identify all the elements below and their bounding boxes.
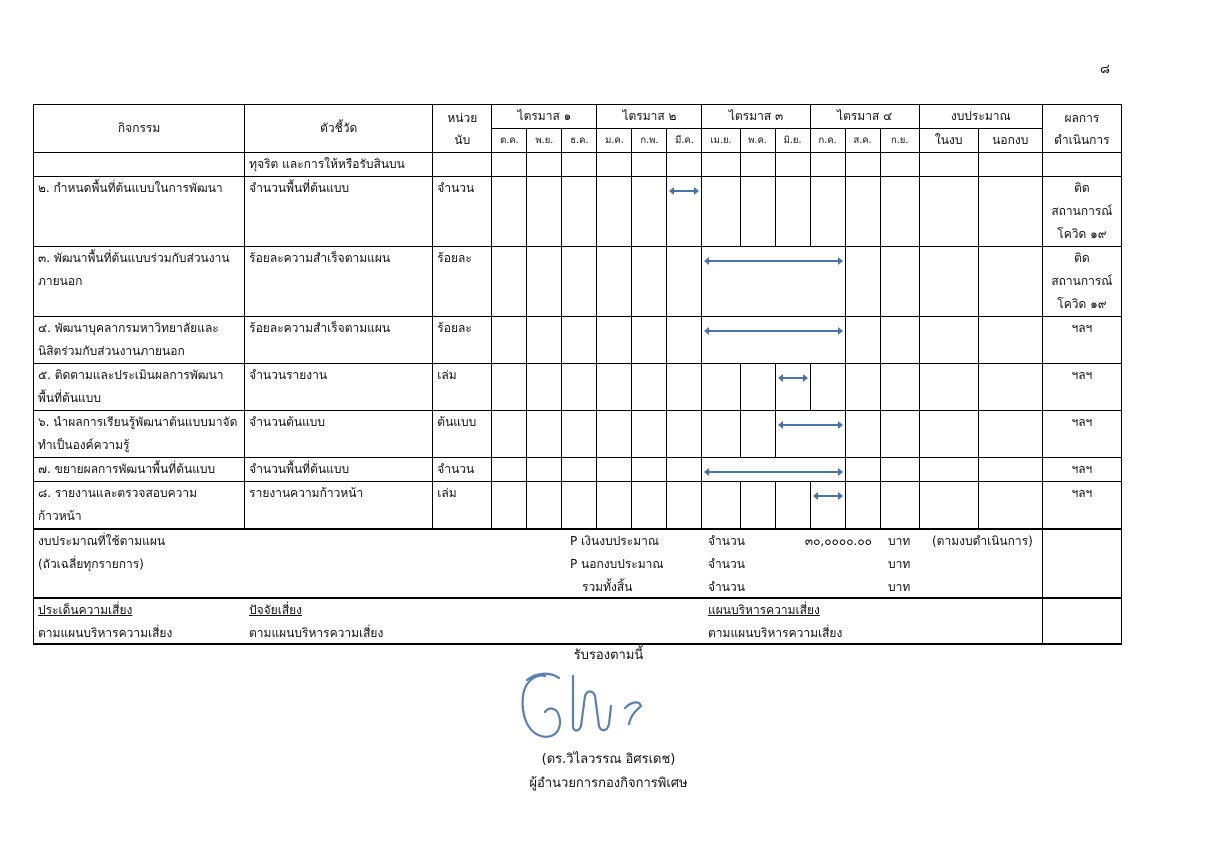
- budget-label-line2: (ถัวเฉลี่ยทุกรายการ): [38, 557, 144, 571]
- result-cell: ฯลฯ: [1042, 458, 1121, 482]
- month-cell: [845, 364, 880, 411]
- header-unit-line1: หน่วย: [447, 110, 478, 125]
- activity-cell: ๓. พัฒนาพื้นที่ต้นแบบร่วมกับส่วนงานภายนอก: [34, 247, 245, 317]
- result-cell: ฯลฯ: [1042, 482, 1121, 530]
- budget-word-3: จำนวน: [708, 580, 745, 594]
- budget-cell: [34, 529, 1043, 598]
- indicator-cell: จำนวนพื้นที่ต้นแบบ: [245, 177, 433, 247]
- budget-row: [34, 529, 1122, 598]
- budget-word-2: จำนวน: [708, 557, 745, 571]
- activity-cell: ๔. พัฒนาบุคลากรมหาวิทยาลัยและนิสิตร่วมกับส่วนงานภายนอก: [34, 317, 245, 364]
- month-cell: [702, 482, 740, 530]
- unit-cell: จำนวน: [433, 177, 492, 247]
- in-budget-cell: [919, 458, 978, 482]
- header-activity: กิจกรรม: [34, 105, 245, 153]
- month-cell: [880, 247, 919, 317]
- out-budget-cell: [978, 317, 1042, 364]
- budget-amount: ๓๐,๐๐๐๐.๐๐: [804, 534, 872, 548]
- month-cell: [492, 411, 527, 458]
- month-cell: [775, 177, 810, 247]
- month-cell: [702, 364, 740, 411]
- month-cell: [562, 317, 597, 364]
- table-row: [34, 411, 1122, 458]
- month-cell: [562, 364, 597, 411]
- header-month: พ.ย.: [527, 129, 562, 153]
- month-cell: [667, 247, 702, 317]
- page-number: ๘: [1100, 62, 1111, 77]
- timeline-arrow: [813, 490, 843, 502]
- header-month: ส.ค.: [845, 129, 880, 153]
- month-cell: [527, 364, 562, 411]
- month-cell: [880, 317, 919, 364]
- unit-cell: ร้อยละ: [433, 247, 492, 317]
- budget-source-2: P นอกงบประมาณ: [570, 557, 664, 571]
- empty-cell: [1042, 529, 1121, 598]
- risk-cell: [34, 598, 1043, 644]
- month-cell: [667, 317, 702, 364]
- month-cell: [492, 247, 527, 317]
- month-cell: [597, 177, 632, 247]
- header-quarter-4: ไตรมาส ๔: [810, 105, 919, 129]
- in-budget-cell: [919, 177, 978, 247]
- risk-factor-title: ปัจจัยเสี่ยง: [249, 603, 303, 617]
- indicator-cell: จำนวนพื้นที่ต้นแบบ: [245, 458, 433, 482]
- risk-factor-text: ตามแผนบริหารความเสี่ยง: [249, 626, 384, 640]
- month-cell: [810, 177, 845, 247]
- certify-text: รับรองตามนี้: [573, 648, 644, 663]
- table-row: [34, 458, 1122, 482]
- timeline-arrow: [704, 466, 842, 478]
- activity-cell: ๒. กำหนดพื้นที่ต้นแบบในการพัฒนา: [34, 177, 245, 247]
- result-cell: ติด สถานการณ์ โควิด ๑๙: [1042, 177, 1121, 247]
- header-month: ธ.ค.: [562, 129, 597, 153]
- budget-source-1: P เงินงบประมาณ: [570, 534, 659, 548]
- month-cell: [667, 177, 702, 247]
- month-cell: [810, 364, 845, 411]
- table-row: [34, 317, 1122, 364]
- signature: [515, 666, 655, 746]
- header-budget: งบประมาณ: [919, 105, 1042, 129]
- month-cell: [880, 482, 919, 530]
- month-cell: [702, 247, 845, 317]
- month-cell: [597, 247, 632, 317]
- in-budget-cell: [919, 364, 978, 411]
- month-cell: [562, 482, 597, 530]
- risk-issue-title: ประเด็นความเสี่ยง: [38, 603, 133, 617]
- month-cell: [845, 317, 880, 364]
- budget-note: (ตามงบดำเนินการ): [932, 534, 1033, 548]
- month-cell: [702, 411, 740, 458]
- budget-source-3: รวมทั้งสิ้น: [582, 580, 633, 594]
- result-cell: ฯลฯ: [1042, 317, 1121, 364]
- header-indicator: ตัวชี้วัด: [245, 105, 433, 153]
- budget-label-line1: งบประมาณที่ใช้ตามแผน: [38, 534, 166, 548]
- month-cell: [880, 411, 919, 458]
- header-month: พ.ค.: [740, 129, 775, 153]
- table-row: [34, 247, 1122, 317]
- header-quarter-3: ไตรมาส ๓: [702, 105, 810, 129]
- activity-cell: ๗. ขยายผลการพัฒนาพื้นที่ต้นแบบ: [34, 458, 245, 482]
- month-cell: [632, 317, 667, 364]
- month-cell: [775, 411, 845, 458]
- header-result-line2: ดำเนินการ: [1054, 132, 1110, 147]
- header-month: มี.ค.: [667, 129, 702, 153]
- month-cell: [632, 411, 667, 458]
- in-budget-cell: [919, 482, 978, 530]
- activity-cell: ๖. นำผลการเรียนรู้พัฒนาต้นแบบมาจัดทำเป็นองค์ความรู้: [34, 411, 245, 458]
- header-month: มิ.ย.: [775, 129, 810, 153]
- month-cell: [527, 247, 562, 317]
- month-cell: [667, 364, 702, 411]
- empty-cell: [433, 153, 492, 177]
- activity-cell: ๘. รายงานและตรวจสอบความก้าวหน้า: [34, 482, 245, 530]
- month-cell: [702, 458, 845, 482]
- timeline-arrow: [778, 372, 808, 384]
- month-cell: [562, 247, 597, 317]
- month-cell: [740, 482, 775, 530]
- table-row: [34, 482, 1122, 530]
- month-cell: [632, 458, 667, 482]
- result-cell: ฯลฯ: [1042, 411, 1121, 458]
- out-budget-cell: [978, 458, 1042, 482]
- header-month: ต.ค.: [492, 129, 527, 153]
- risk-issue-text: ตามแผนบริหารความเสี่ยง: [38, 626, 173, 640]
- table-row: [34, 364, 1122, 411]
- signatory-name: (ดร.วิไลวรรณ อิศรเดช): [541, 752, 676, 767]
- month-cell: [880, 364, 919, 411]
- month-cell: [527, 482, 562, 530]
- empty-cell: [34, 153, 245, 177]
- month-cell: [492, 364, 527, 411]
- month-cell: [527, 177, 562, 247]
- month-cell: [845, 458, 880, 482]
- budget-unit-1: บาท: [888, 534, 911, 548]
- header-result: [1042, 105, 1121, 153]
- timeline-arrow: [669, 185, 699, 197]
- header-out-budget: นอกงบ: [978, 129, 1042, 153]
- header-month: เม.ย.: [702, 129, 740, 153]
- budget-unit-3: บาท: [888, 580, 911, 594]
- budget-word-1: จำนวน: [708, 534, 745, 548]
- indicator-cell: จำนวนรายงาน: [245, 364, 433, 411]
- activity-cell: ๕. ติดตามและประเมินผลการพัฒนาพื้นที่ต้นแบบ: [34, 364, 245, 411]
- empty-cell: [1042, 598, 1121, 644]
- header-month: ก.ค.: [810, 129, 845, 153]
- month-cell: [632, 247, 667, 317]
- month-cell: [527, 411, 562, 458]
- month-cell: [632, 482, 667, 530]
- month-cell: [632, 177, 667, 247]
- activity-plan-table: [33, 104, 1122, 645]
- budget-unit-2: บาท: [888, 557, 911, 571]
- timeline-arrow: [704, 325, 842, 337]
- indicator-cell: ร้อยละความสำเร็จตามแผน: [245, 247, 433, 317]
- unit-cell: ร้อยละ: [433, 317, 492, 364]
- risk-plan-title: แผนบริหารความเสี่ยง: [708, 603, 820, 617]
- month-cell: [597, 482, 632, 530]
- indicator-cell: รายงานความก้าวหน้า: [245, 482, 433, 530]
- month-cell: [492, 458, 527, 482]
- month-cell: [667, 458, 702, 482]
- month-cell: [740, 364, 775, 411]
- in-budget-cell: [919, 247, 978, 317]
- risk-row: [34, 598, 1122, 644]
- month-cell: [632, 364, 667, 411]
- month-cell: [562, 411, 597, 458]
- month-cell: [880, 458, 919, 482]
- table-row: [34, 177, 1122, 247]
- header-in-budget: ในงบ: [919, 129, 978, 153]
- month-cell: [810, 482, 845, 530]
- month-cell: [492, 317, 527, 364]
- month-cell: [845, 411, 880, 458]
- in-budget-cell: [919, 317, 978, 364]
- month-cell: [667, 482, 702, 530]
- month-cell: [740, 177, 775, 247]
- month-cell: [562, 458, 597, 482]
- month-cell: [562, 177, 597, 247]
- unit-cell: เล่ม: [433, 364, 492, 411]
- continuation-row: [34, 153, 1122, 177]
- month-cell: [775, 482, 810, 530]
- risk-plan-text: ตามแผนบริหารความเสี่ยง: [708, 626, 843, 640]
- month-cell: [740, 411, 775, 458]
- month-cell: [597, 364, 632, 411]
- result-cell: ฯลฯ: [1042, 364, 1121, 411]
- month-cell: [492, 482, 527, 530]
- out-budget-cell: [978, 247, 1042, 317]
- month-cell: [845, 482, 880, 530]
- month-cell: [880, 177, 919, 247]
- header-month: ก.พ.: [632, 129, 667, 153]
- month-cell: [492, 177, 527, 247]
- out-budget-cell: [978, 411, 1042, 458]
- continuation-indicator: ทุจริต และการให้หรือรับสินบน: [245, 153, 433, 177]
- header-unit: [433, 105, 492, 153]
- month-cell: [597, 317, 632, 364]
- out-budget-cell: [978, 482, 1042, 530]
- header-unit-line2: นับ: [454, 132, 471, 147]
- unit-cell: จำนวน: [433, 458, 492, 482]
- timeline-arrow: [704, 255, 842, 267]
- month-cell: [597, 458, 632, 482]
- month-cell: [667, 411, 702, 458]
- timeline-arrow: [778, 419, 843, 431]
- month-cell: [527, 317, 562, 364]
- unit-cell: เล่ม: [433, 482, 492, 530]
- month-cell: [527, 458, 562, 482]
- signatory-position: ผู้อำนวยการกองกิจการพิเศษ: [529, 776, 688, 791]
- header-result-line1: ผลการ: [1064, 110, 1100, 125]
- out-budget-cell: [978, 364, 1042, 411]
- header-month: ม.ค.: [597, 129, 632, 153]
- indicator-cell: จำนวนต้นแบบ: [245, 411, 433, 458]
- unit-cell: ต้นแบบ: [433, 411, 492, 458]
- month-cell: [597, 411, 632, 458]
- header-quarter-2: ไตรมาส ๒: [597, 105, 702, 129]
- in-budget-cell: [919, 411, 978, 458]
- out-budget-cell: [978, 177, 1042, 247]
- header-quarter-1: ไตรมาส ๑: [492, 105, 597, 129]
- month-cell: [775, 364, 810, 411]
- month-cell: [845, 177, 880, 247]
- result-cell: ติด สถานการณ์ โควิด ๑๙: [1042, 247, 1121, 317]
- month-cell: [702, 317, 845, 364]
- header-month: ก.ย.: [880, 129, 919, 153]
- month-cell: [845, 247, 880, 317]
- month-cell: [702, 177, 740, 247]
- indicator-cell: ร้อยละความสำเร็จตามแผน: [245, 317, 433, 364]
